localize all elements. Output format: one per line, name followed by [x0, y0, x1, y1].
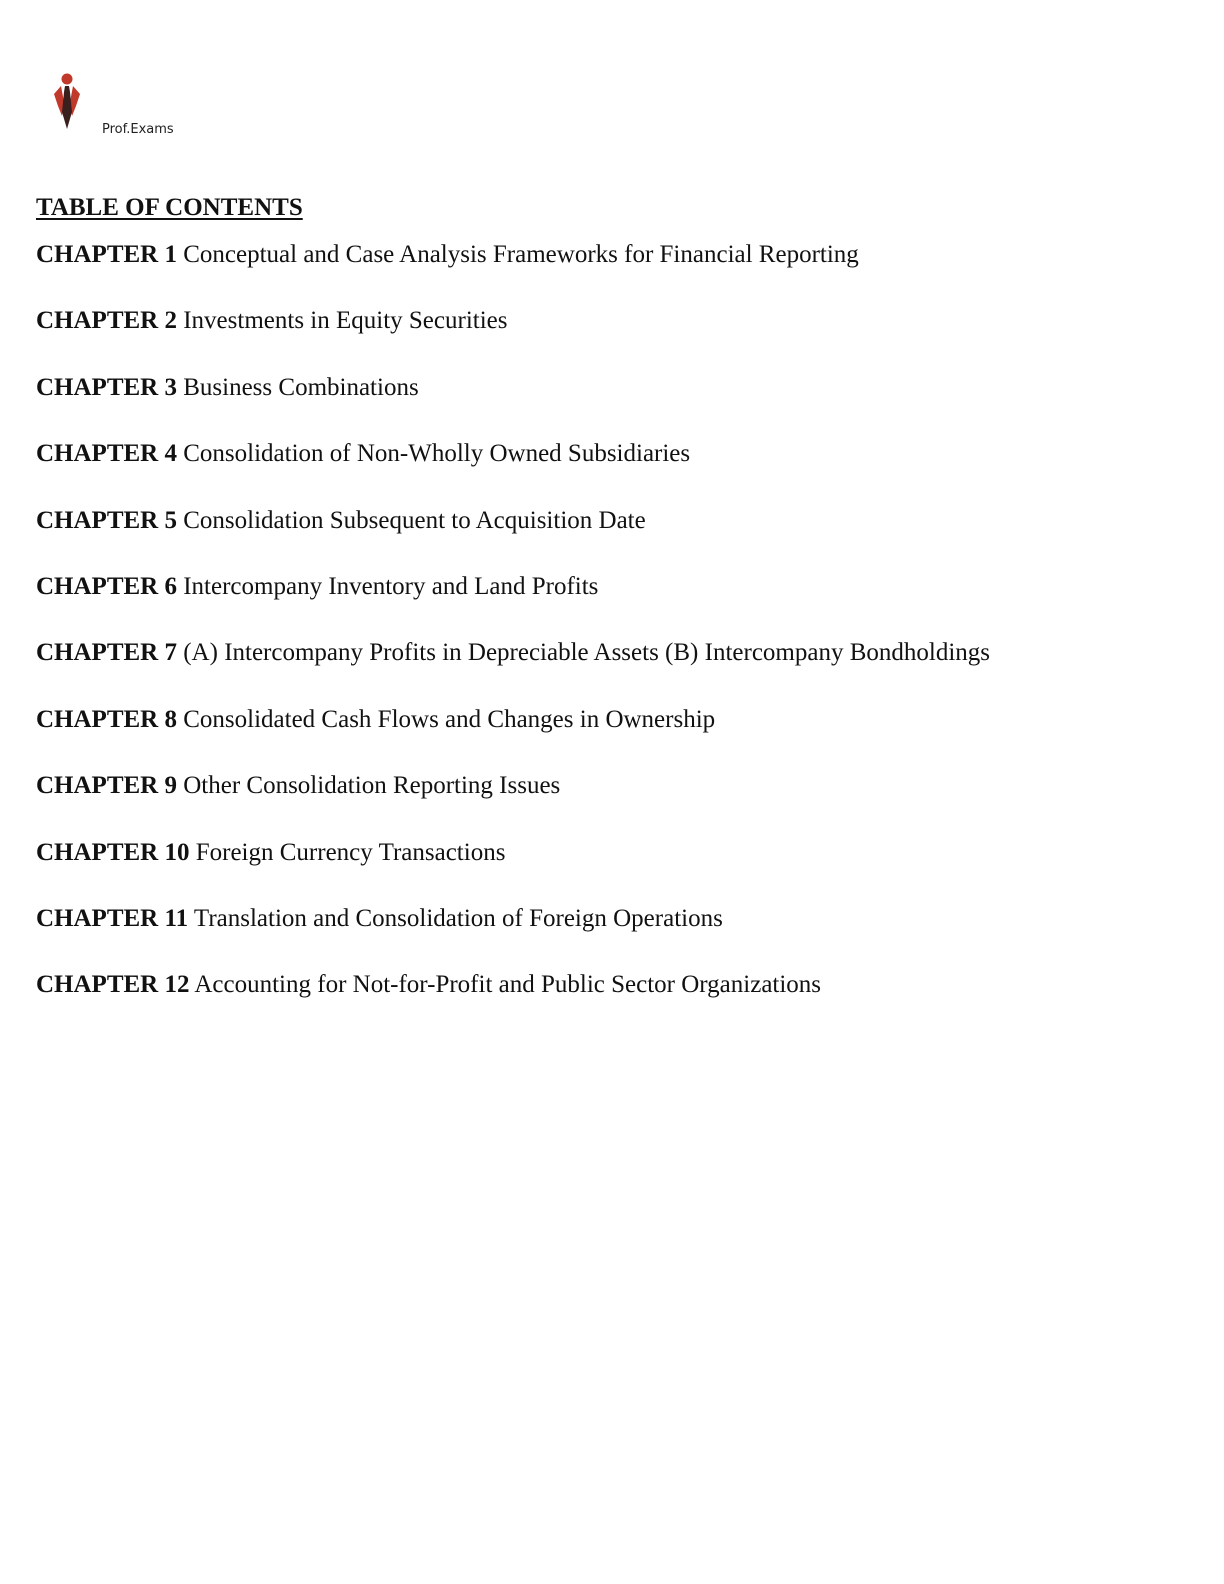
chapter-label: CHAPTER 6: [36, 572, 177, 600]
toc-chapter-4: [36, 438, 1186, 504]
chapter-title: Translation and Consolidation of Foreign Operations: [193, 904, 723, 932]
chapter-label: CHAPTER 1: [36, 241, 177, 268]
chapter-label: CHAPTER 7: [36, 639, 177, 667]
chapter-title: Intercompany Inventory and Land Profits: [183, 572, 599, 600]
toc-chapter-9: [36, 770, 1186, 836]
toc-chapter-8: [36, 704, 1186, 770]
toc-chapter-2: [36, 305, 1186, 371]
chapter-label: CHAPTER 2: [36, 307, 177, 335]
chapter-title: Business Combinations: [183, 373, 419, 401]
brand-logo: [50, 72, 190, 142]
chapter-title: Other Consolidation Reporting Issues: [183, 772, 561, 800]
chapter-title: Foreign Currency Transactions: [195, 838, 506, 866]
chapter-list: [36, 239, 1186, 1036]
chapter-title: Consolidation of Non-Wholly Owned Subsidiaries: [183, 440, 691, 468]
toc-chapter-1: [36, 239, 1186, 305]
chapter-title: Conceptual and Case Analysis Frameworks for Financial Reporting: [183, 241, 859, 268]
toc-chapter-6: [36, 571, 1186, 637]
chapter-title: Consolidated Cash Flows and Changes in Ownership: [183, 705, 716, 733]
chapter-label: CHAPTER 3: [36, 373, 177, 401]
chapter-label: CHAPTER 4: [36, 440, 177, 468]
chapter-title: Consolidation Subsequent to Acquisition Date: [183, 506, 646, 534]
toc-chapter-5: [36, 505, 1186, 571]
toc-title: TABLE OF CONTENTS: [36, 194, 303, 221]
toc-chapter-10: [36, 837, 1186, 903]
chapter-label: CHAPTER 5: [36, 506, 177, 534]
chapter-label: CHAPTER 10: [36, 838, 190, 866]
chapter-label: CHAPTER 11: [36, 904, 189, 932]
toc-chapter-11: [36, 903, 1186, 969]
chapter-label: CHAPTER 9: [36, 772, 177, 800]
chapter-title: (A) Intercompany Profits in Depreciable Assets (B) Intercompany Bondholdings: [183, 639, 990, 667]
chapter-label: CHAPTER 8: [36, 705, 177, 733]
table-of-contents: [36, 192, 1186, 1036]
chapter-label: CHAPTER 12: [36, 971, 190, 999]
toc-chapter-3: [36, 372, 1186, 438]
businessman-tie-icon: [50, 72, 90, 134]
chapter-title: Accounting for Not-for-Profit and Public Sector Organizations: [194, 971, 822, 999]
chapter-title: Investments in Equity Securities: [183, 307, 508, 335]
brand-name: Prof.Exams: [102, 122, 174, 137]
toc-chapter-12: [36, 969, 1186, 1035]
toc-chapter-7: [36, 637, 1186, 703]
